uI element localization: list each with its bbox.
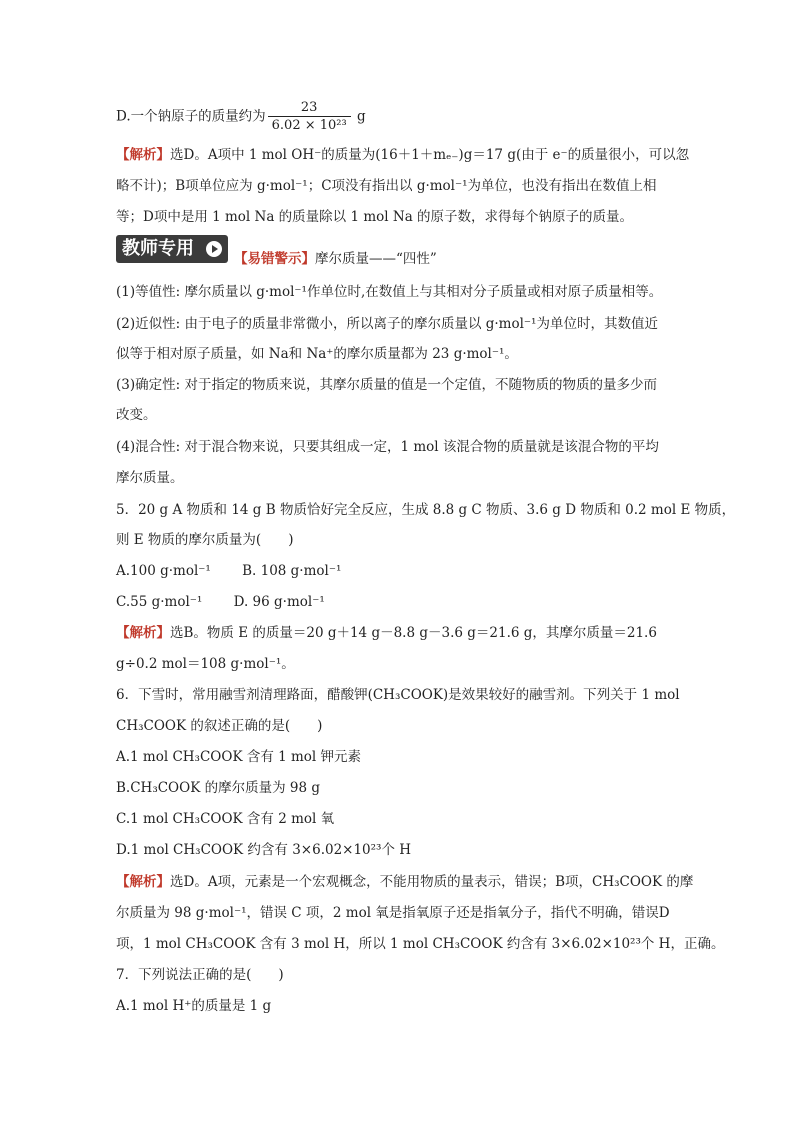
note-line: 摩尔质量。 bbox=[116, 470, 184, 486]
q5-stem: 则 E 物质的摩尔质量为( ) bbox=[116, 532, 294, 548]
q6-stem: CH₃COOK 的叙述正确的是( ) bbox=[116, 718, 323, 734]
q4-option-d-unit: g bbox=[357, 108, 366, 125]
q7-stem: 7．下列说法正确的是( ) bbox=[116, 967, 284, 983]
q6-analysis-line: 尔质量为 98 g·mol⁻¹，错误 C 项，2 mol 氧是指氧原子还是指氧分子，指代不明确，错误D bbox=[116, 905, 670, 921]
q4-analysis-line: 【解析】选D。A项中 1 mol OH⁻的质量为(16＋1＋mₑ₋)g＝17 g(由于 e⁻的质量很小，可以忽 bbox=[116, 147, 690, 163]
q5-analysis-line: g÷0.2 mol＝108 g·mol⁻¹。 bbox=[116, 656, 295, 672]
q4-analysis-line: 等；D项中是用 1 mol Na 的质量除以 1 mol Na 的原子数，求得每个钠原子的质量。 bbox=[116, 209, 634, 225]
warning-title: 摩尔质量——“四性” bbox=[315, 251, 437, 267]
q6-option: A.1 mol CH₃COOK 含有 1 mol 钾元素 bbox=[116, 749, 362, 765]
fraction-numerator: 23 bbox=[300, 100, 318, 115]
q6-option: C.1 mol CH₃COOK 含有 2 mol 氧 bbox=[116, 811, 335, 827]
teacher-badge-label: 教师专用 bbox=[122, 238, 194, 259]
analysis-tag: 【解析】 bbox=[116, 874, 170, 890]
warning-tag: 【易错警示】 bbox=[234, 251, 315, 267]
q4-option-d bbox=[116, 100, 366, 134]
note-line: (4)混合性: 对于混合物来说，只要其组成一定，1 mol 该混合物的质量就是该混合物的平均 bbox=[116, 439, 659, 455]
q4-option-d-text: D.一个钠原子的质量约为 bbox=[116, 108, 266, 125]
play-icon bbox=[206, 241, 222, 257]
fraction bbox=[268, 100, 351, 134]
q5-options: C.55 g·mol⁻¹ D. 96 g·mol⁻¹ bbox=[116, 594, 325, 610]
q5-stem: 5．20 g A 物质和 14 g B 物质恰好完全反应，生成 8.8 g C 物质、3.6 g D 物质和 0.2 mol E 物质， bbox=[116, 502, 736, 518]
q5-options: A.100 g·mol⁻¹ B. 108 g·mol⁻¹ bbox=[116, 563, 342, 579]
note-line: 似等于相对原子质量，如 Na和 Na⁺的摩尔质量都为 23 g·mol⁻¹。 bbox=[116, 346, 518, 362]
q6-stem: 6．下雪时，常用融雪剂清理路面，醋酸钾(CH₃COOK)是效果较好的融雪剂。下列关于 1 mol bbox=[116, 687, 680, 703]
warning-heading bbox=[234, 249, 437, 269]
q6-analysis-line: 【解析】选D。A项，元素是一个宏观概念，不能用物质的量表示，错误；B项，CH₃COOK 的摩 bbox=[116, 874, 694, 890]
analysis-tag: 【解析】 bbox=[116, 147, 170, 163]
note-line: (3)确定性: 对于指定的物质来说，其摩尔质量的值是一个定值，不随物质的物质的量多少而 bbox=[116, 377, 657, 393]
q6-option: B.CH₃COOK 的摩尔质量为 98 g bbox=[116, 780, 320, 796]
note-line: (2)近似性: 由于电子的质量非常微小，所以离子的摩尔质量以 g·mol⁻¹为单位时，其数值近 bbox=[116, 316, 658, 332]
q5-analysis-line: 【解析】选B。物质 E 的质量＝20 g＋14 g－8.8 g－3.6 g＝21.6 g，其摩尔质量＝21.6 bbox=[116, 625, 657, 641]
analysis-tag: 【解析】 bbox=[116, 625, 170, 641]
q7-option-a: A.1 mol H⁺的质量是 1 g bbox=[116, 998, 272, 1014]
q4-analysis-line: 略不计)；B项单位应为 g·mol⁻¹；C项没有指出以 g·mol⁻¹为单位，也没有指出在数值上相 bbox=[116, 178, 657, 194]
q6-analysis-line: 项，1 mol CH₃COOK 含有 3 mol H，所以 1 mol CH₃COOK 约含有 3×6.02×10²³个 H，正确。 bbox=[116, 936, 725, 952]
note-line: 改变。 bbox=[116, 407, 157, 423]
fraction-denominator: 6.02 × 10²³ bbox=[268, 116, 351, 134]
note-line: (1)等值性: 摩尔质量以 g·mol⁻¹作单位时,在数值上与其相对分子质量或相对原子质量相等。 bbox=[116, 284, 663, 300]
teacher-only-badge bbox=[116, 235, 228, 263]
q6-option: D.1 mol CH₃COOK 约含有 3×6.02×10²³个 H bbox=[116, 842, 412, 858]
